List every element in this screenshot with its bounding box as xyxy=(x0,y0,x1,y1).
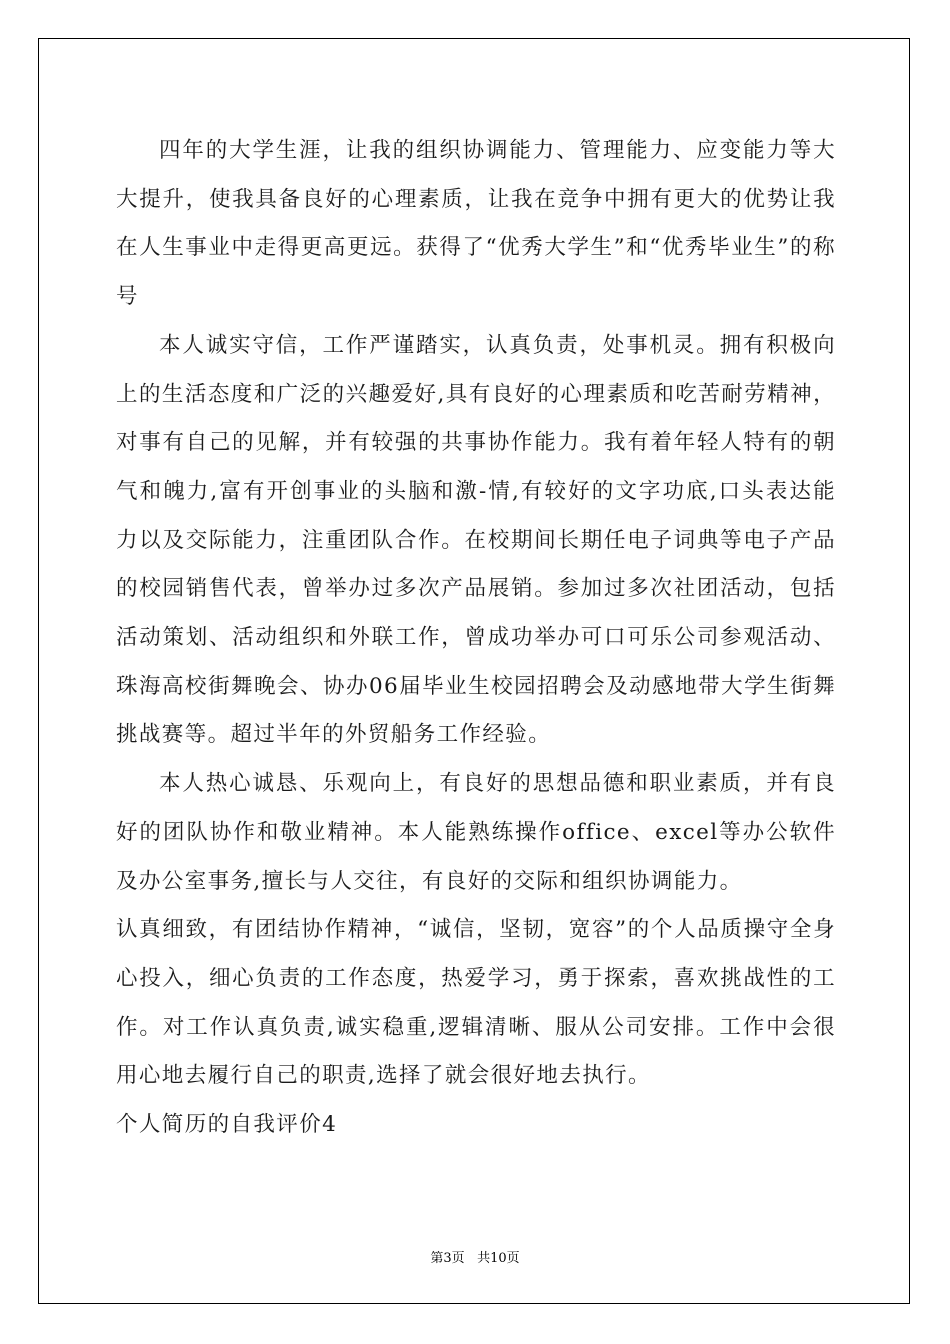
paragraph-1: 四年的大学生涯，让我的组织协调能力、管理能力、应变能力等大大提升，使我具备良好的心理素质，让我在竞争中拥有更大的优势让我在人生事业中走得更高更远。获得了“优秀大学生”和“优秀毕业生”的称号 xyxy=(116,138,836,310)
paragraph-4: 认真细致，有团结协作精神，“诚信，坚韧，宽容”的个人品质操守全身心投入，细心负责的工作态度，热爱学习，勇于探索，喜欢挑战性的工作。对工作认真负责,诚实稳重,逻辑清晰、服从公司安排。工作中会很用心地去履行自己的职责,选择了就会很好地去执行。 xyxy=(116,917,836,1089)
paragraph-2: 本人诚实守信，工作严谨踏实，认真负责，处事机灵。拥有积极向上的生活态度和广泛的兴趣爱好,具有良好的心理素质和吃苦耐劳精神，对事有自己的见解，并有较强的共事协作能力。我有着年轻人特有的朝气和魄力,富有开创事业的头脑和激-情,有较好的文字功底,口头表达能力以及交际能力，注重团队合作。在校期间长期任电子词典等电子产品的校园销售代表，曾举办过多次产品展销。参加过多次社团活动，包括活动策划、活动组织和外联工作，曾成功举办可口可乐公司参观活动、珠海高校街舞晚会、协办06届毕业生校园招聘会及动感地带大学生街舞挑战赛等。超过半年的外贸船务工作经验。 xyxy=(116,332,836,748)
section-heading: 个人简历的自我评价4 xyxy=(116,1112,338,1138)
document-body xyxy=(116,127,836,1150)
page-footer xyxy=(0,1247,950,1266)
paragraph-3: 本人热心诚恳、乐观向上，有良好的思想品德和职业素质，并有良好的团队协作和敬业精神。本人能熟练操作office、excel等办公软件及办公室事务,擅长与人交往，有良好的交际和组织协调能力。 xyxy=(116,771,836,894)
page-number: 第3页 xyxy=(430,1251,465,1266)
total-pages: 共10页 xyxy=(477,1251,520,1266)
